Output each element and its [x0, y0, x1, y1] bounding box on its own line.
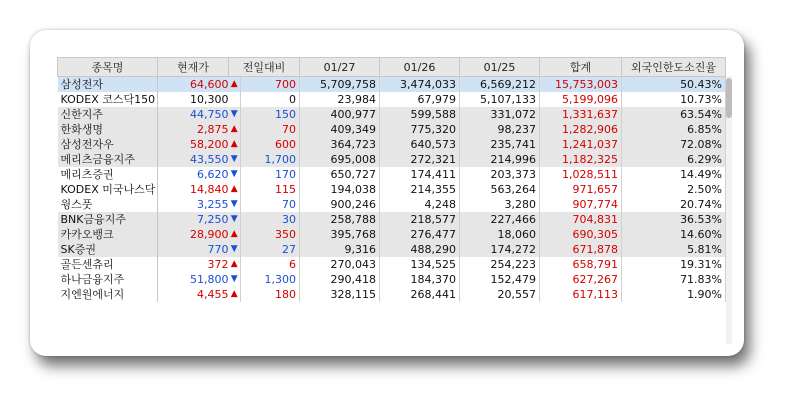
stock-name-cell: KODEX 미국나스닥 [58, 182, 158, 197]
price-cell: 43,550 [158, 152, 229, 167]
stock-name-cell: 한화생명 [58, 122, 158, 137]
total-cell: 627,267 [540, 272, 622, 287]
volume-0127-cell: 5,709,758 [300, 77, 380, 93]
price-cell: 770 [158, 242, 229, 257]
volume-0125-cell: 18,060 [460, 227, 540, 242]
header-date-0126[interactable]: 01/26 [380, 58, 460, 77]
table-row[interactable] [58, 167, 726, 182]
table-row[interactable] [58, 77, 726, 93]
foreign-limit-cell: 71.83% [622, 272, 726, 287]
volume-0125-cell: 214,996 [460, 152, 540, 167]
volume-0125-cell: 254,223 [460, 257, 540, 272]
foreign-limit-cell: 10.73% [622, 92, 726, 107]
volume-0127-cell: 23,984 [300, 92, 380, 107]
price-cell: 10,300 [158, 92, 229, 107]
change-cell: 1,700 [241, 152, 300, 167]
volume-0127-cell: 900,246 [300, 197, 380, 212]
table-row[interactable] [58, 152, 726, 167]
volume-0127-cell: 409,349 [300, 122, 380, 137]
triangle-down-icon: ▼ [229, 167, 241, 182]
foreign-limit-cell: 63.54% [622, 107, 726, 122]
change-cell: 70 [241, 122, 300, 137]
vertical-scrollbar[interactable] [726, 76, 732, 344]
total-cell: 704,831 [540, 212, 622, 227]
triangle-up-icon: ▲ [229, 257, 241, 272]
total-cell: 971,657 [540, 182, 622, 197]
triangle-up-icon: ▲ [229, 182, 241, 197]
foreign-limit-cell: 1.90% [622, 287, 726, 302]
volume-0126-cell: 276,477 [380, 227, 460, 242]
volume-0126-cell: 174,411 [380, 167, 460, 182]
price-cell: 14,840 [158, 182, 229, 197]
foreign-limit-cell: 20.74% [622, 197, 726, 212]
total-cell: 907,774 [540, 197, 622, 212]
volume-0126-cell: 775,320 [380, 122, 460, 137]
total-cell: 5,199,096 [540, 92, 622, 107]
table-row[interactable] [58, 107, 726, 122]
volume-0125-cell: 3,280 [460, 197, 540, 212]
total-cell: 15,753,003 [540, 77, 622, 93]
header-date-0125[interactable]: 01/25 [460, 58, 540, 77]
triangle-down-icon: ▼ [229, 242, 241, 257]
change-cell: 150 [241, 107, 300, 122]
total-cell: 1,182,325 [540, 152, 622, 167]
stock-name-cell: 골든센츄리 [58, 257, 158, 272]
volume-0127-cell: 695,008 [300, 152, 380, 167]
total-cell: 690,305 [540, 227, 622, 242]
total-cell: 1,331,637 [540, 107, 622, 122]
volume-0127-cell: 258,788 [300, 212, 380, 227]
foreign-limit-cell: 5.81% [622, 242, 726, 257]
stock-name-cell: 윙스풋 [58, 197, 158, 212]
foreign-limit-cell: 50.43% [622, 77, 726, 93]
volume-0127-cell: 364,723 [300, 137, 380, 152]
price-cell: 64,600 [158, 77, 229, 93]
table-row[interactable] [58, 227, 726, 242]
volume-0125-cell: 20,557 [460, 287, 540, 302]
table-row[interactable] [58, 92, 726, 107]
table-body [58, 77, 726, 303]
table-row[interactable] [58, 257, 726, 272]
triangle-up-icon: ▲ [229, 287, 241, 302]
header-price[interactable]: 현재가 [158, 58, 229, 77]
stock-name-cell: 지엔원에너지 [58, 287, 158, 302]
volume-0125-cell: 152,479 [460, 272, 540, 287]
table-row[interactable] [58, 242, 726, 257]
volume-0127-cell: 194,038 [300, 182, 380, 197]
foreign-limit-cell: 14.60% [622, 227, 726, 242]
volume-0125-cell: 174,272 [460, 242, 540, 257]
no-change-icon [229, 92, 241, 107]
volume-0125-cell: 5,107,133 [460, 92, 540, 107]
header-date-0127[interactable]: 01/27 [300, 58, 380, 77]
volume-0126-cell: 67,979 [380, 92, 460, 107]
triangle-up-icon: ▲ [229, 77, 241, 93]
volume-0126-cell: 134,525 [380, 257, 460, 272]
stock-name-cell: 신한지주 [58, 107, 158, 122]
stock-name-cell: 하나금융지주 [58, 272, 158, 287]
volume-0126-cell: 218,577 [380, 212, 460, 227]
table-row[interactable] [58, 287, 726, 302]
triangle-up-icon: ▲ [229, 137, 241, 152]
foreign-limit-cell: 6.85% [622, 122, 726, 137]
stock-name-cell: SK증권 [58, 242, 158, 257]
volume-0125-cell: 98,237 [460, 122, 540, 137]
change-cell: 350 [241, 227, 300, 242]
stock-name-cell: 메리츠금융지주 [58, 152, 158, 167]
change-cell: 70 [241, 197, 300, 212]
change-cell: 700 [241, 77, 300, 93]
volume-0127-cell: 290,418 [300, 272, 380, 287]
price-cell: 3,255 [158, 197, 229, 212]
volume-0125-cell: 6,569,212 [460, 77, 540, 93]
table-row[interactable] [58, 212, 726, 227]
change-cell: 27 [241, 242, 300, 257]
triangle-down-icon: ▼ [229, 197, 241, 212]
volume-0126-cell: 640,573 [380, 137, 460, 152]
change-cell: 1,300 [241, 272, 300, 287]
triangle-up-icon: ▲ [229, 122, 241, 137]
triangle-down-icon: ▼ [229, 272, 241, 287]
volume-0125-cell: 227,466 [460, 212, 540, 227]
volume-0127-cell: 328,115 [300, 287, 380, 302]
stock-name-cell: 삼성전자우 [58, 137, 158, 152]
volume-0126-cell: 184,370 [380, 272, 460, 287]
stock-grid [57, 57, 727, 344]
triangle-down-icon: ▼ [229, 212, 241, 227]
stock-name-cell: 카카오뱅크 [58, 227, 158, 242]
change-cell: 180 [241, 287, 300, 302]
foreign-limit-cell: 72.08% [622, 137, 726, 152]
volume-0126-cell: 4,248 [380, 197, 460, 212]
volume-0125-cell: 331,072 [460, 107, 540, 122]
stock-name-cell: 메리츠증권 [58, 167, 158, 182]
volume-0127-cell: 400,977 [300, 107, 380, 122]
change-cell: 0 [241, 92, 300, 107]
triangle-up-icon: ▲ [229, 227, 241, 242]
volume-0127-cell: 270,043 [300, 257, 380, 272]
scrollbar-thumb[interactable] [726, 78, 732, 118]
price-cell: 4,455 [158, 287, 229, 302]
price-cell: 28,900 [158, 227, 229, 242]
volume-0126-cell: 214,355 [380, 182, 460, 197]
table-row[interactable] [58, 122, 726, 137]
foreign-limit-cell: 36.53% [622, 212, 726, 227]
volume-0127-cell: 395,768 [300, 227, 380, 242]
volume-0126-cell: 3,474,033 [380, 77, 460, 93]
change-cell: 170 [241, 167, 300, 182]
header-foreign-limit[interactable]: 외국인한도소진율 [622, 58, 726, 77]
price-cell: 7,250 [158, 212, 229, 227]
table-row[interactable] [58, 197, 726, 212]
volume-0125-cell: 235,741 [460, 137, 540, 152]
total-cell: 1,282,906 [540, 122, 622, 137]
total-cell: 1,028,511 [540, 167, 622, 182]
header-name[interactable]: 종목명 [58, 58, 158, 77]
volume-0127-cell: 9,316 [300, 242, 380, 257]
header-change[interactable]: 전일대비 [229, 58, 300, 77]
total-cell: 658,791 [540, 257, 622, 272]
price-cell: 2,875 [158, 122, 229, 137]
total-cell: 671,878 [540, 242, 622, 257]
volume-0127-cell: 650,727 [300, 167, 380, 182]
price-cell: 44,750 [158, 107, 229, 122]
table-row[interactable] [58, 182, 726, 197]
total-cell: 1,241,037 [540, 137, 622, 152]
stock-name-cell: 삼성전자 [58, 77, 158, 93]
volume-0125-cell: 203,373 [460, 167, 540, 182]
change-cell: 115 [241, 182, 300, 197]
change-cell: 600 [241, 137, 300, 152]
foreign-limit-cell: 2.50% [622, 182, 726, 197]
table-row[interactable] [58, 272, 726, 287]
volume-0126-cell: 488,290 [380, 242, 460, 257]
triangle-down-icon: ▼ [229, 152, 241, 167]
foreign-limit-cell: 19.31% [622, 257, 726, 272]
volume-0125-cell: 563,264 [460, 182, 540, 197]
table-row[interactable] [58, 137, 726, 152]
triangle-down-icon: ▼ [229, 107, 241, 122]
header-total[interactable]: 합계 [540, 58, 622, 77]
stock-name-cell: KODEX 코스닥150 [58, 92, 158, 107]
price-cell: 6,620 [158, 167, 229, 182]
stock-table [57, 57, 726, 302]
volume-0126-cell: 272,321 [380, 152, 460, 167]
header-row [58, 58, 726, 77]
foreign-limit-cell: 6.29% [622, 152, 726, 167]
price-cell: 58,200 [158, 137, 229, 152]
volume-0126-cell: 599,588 [380, 107, 460, 122]
foreign-limit-cell: 14.49% [622, 167, 726, 182]
volume-0126-cell: 268,441 [380, 287, 460, 302]
price-cell: 51,800 [158, 272, 229, 287]
total-cell: 617,113 [540, 287, 622, 302]
stock-name-cell: BNK금융지주 [58, 212, 158, 227]
price-cell: 372 [158, 257, 229, 272]
change-cell: 30 [241, 212, 300, 227]
change-cell: 6 [241, 257, 300, 272]
